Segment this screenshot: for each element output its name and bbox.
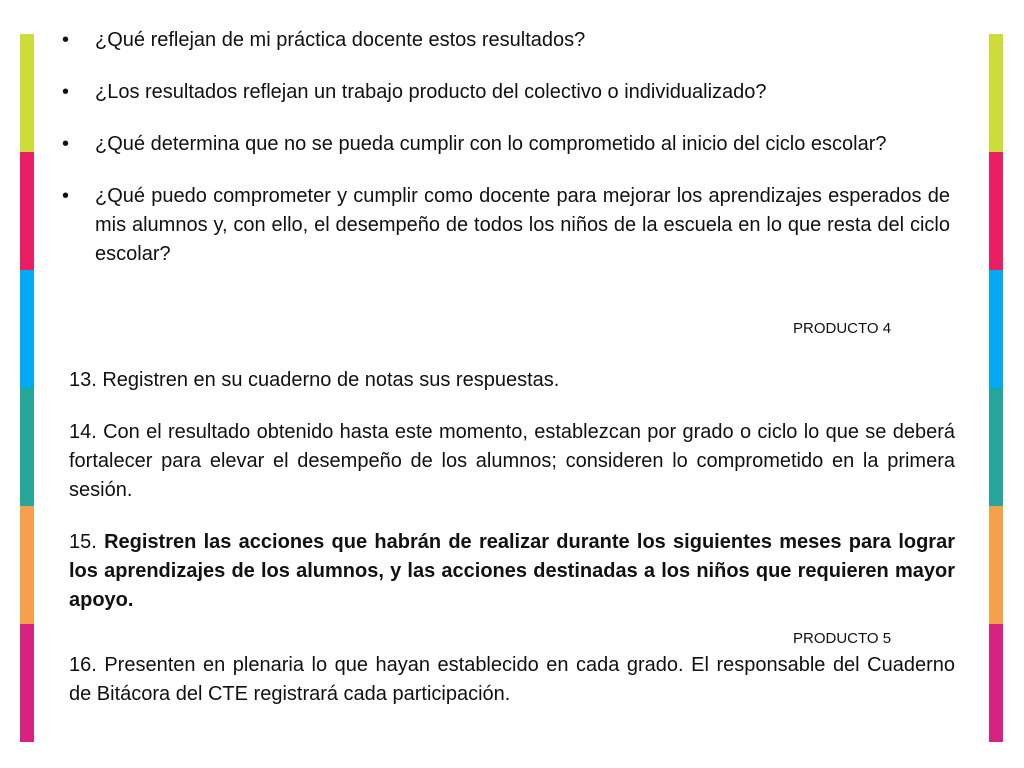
color-segment xyxy=(20,270,34,388)
step-16: 16. Presenten en plenaria lo que hayan establecido en cada grado. El responsable del Cuaderno de Bitácora del CTE registrará cada participación. xyxy=(69,654,955,705)
color-segment xyxy=(989,34,1003,152)
color-segment xyxy=(989,270,1003,388)
steps-section xyxy=(69,366,955,732)
right-color-bar xyxy=(989,34,1003,742)
question-item: • ¿Los resultados reflejan un trabajo producto del colectivo o individualizado? xyxy=(62,78,950,107)
product-5-label: PRODUCTO 5 xyxy=(793,630,892,647)
color-segment xyxy=(20,506,34,624)
color-segment xyxy=(989,506,1003,624)
question-item: • ¿Qué puedo comprometer y cumplir como docente para mejorar los aprendizajes esperados de mis alumnos y, con ello, el desempeño de todos los niños de la escuela en lo que resta del ciclo escolar? xyxy=(62,182,950,269)
color-segment xyxy=(989,624,1003,742)
color-segment xyxy=(20,388,34,506)
step-13: 13. Registren en su cuaderno de notas sus respuestas. xyxy=(69,369,560,391)
color-segment xyxy=(989,152,1003,270)
question-item: • ¿Qué reflejan de mi práctica docente estos resultados? xyxy=(62,26,950,55)
step-15-text: Registren las acciones que habrán de realizar durante los siguientes meses para lograr los aprendizajes de los alumnos, y las acciones destinadas a los niños que requieren mayor apoyo. xyxy=(69,531,956,611)
step-14: 14. Con el resultado obtenido hasta este momento, establezcan por grado o ciclo lo que se deberá fortalecer para elevar el desempeño de los alumnos; consideren lo comprometido en la primera sesión. xyxy=(69,421,955,501)
reflection-questions xyxy=(62,26,950,292)
color-segment xyxy=(989,388,1003,506)
color-segment xyxy=(20,624,34,742)
color-segment xyxy=(20,152,34,270)
step-15 xyxy=(69,528,955,615)
color-segment xyxy=(20,34,34,152)
step-15-number: 15. xyxy=(69,531,105,553)
product-4-label: PRODUCTO 4 xyxy=(793,320,892,337)
question-item: • ¿Qué determina que no se pueda cumplir con lo comprometido al inicio del ciclo escolar? xyxy=(62,130,950,159)
left-color-bar xyxy=(20,34,34,742)
